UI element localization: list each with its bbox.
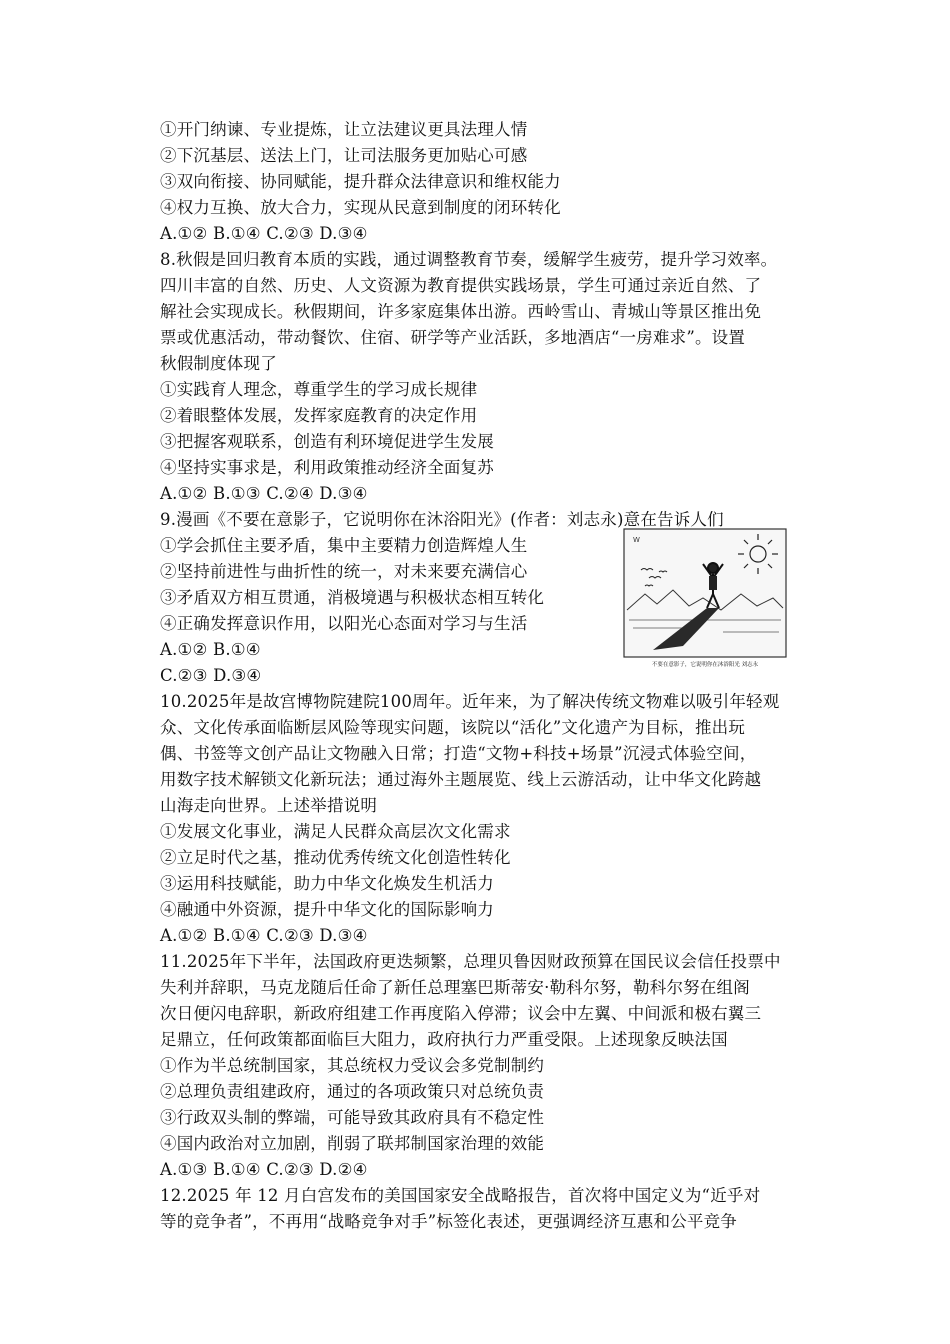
text-line: 众、文化传承面临断层风险等现实问题，该院以“活化”文化遗产为目标，推出玩	[160, 718, 746, 737]
text-line: ④正确发挥意识作用，以阳光心态面对学习与生活	[160, 614, 528, 633]
text-line: ③行政双头制的弊端，可能导致其政府具有不稳定性	[160, 1108, 545, 1127]
text-line: 失利并辞职，马克龙随后任命了新任总理塞巴斯蒂安·勒科尔努，勒科尔努在组阁	[160, 978, 750, 997]
cartoon-caption: 不要在意影子，它说明你在沐浴阳光 刘志永	[651, 662, 759, 668]
text-line: ②总理负责组建政府，通过的各项政策只对总统负责	[160, 1082, 545, 1101]
text-line: 山海走向世界。上述举措说明	[160, 796, 378, 815]
text-line: 足鼎立，任何政策都面临巨大阻力，政府执行力严重受限。上述现象反映法国	[160, 1030, 728, 1049]
text-line: 用数字技术解锁文化新玩法；通过海外主题展览、线上云游活动，让中华文化跨越	[160, 770, 762, 789]
text-line: ①实践育人理念，尊重学生的学习成长规律	[160, 380, 478, 399]
text-line: ①学会抓住主要矛盾，集中主要精力创造辉煌人生	[160, 536, 528, 555]
text-line: A.①② B.①④ C.②③ D.③④	[160, 926, 368, 945]
text-line: ③矛盾双方相互贯通，消极境遇与积极状态相互转化	[160, 588, 545, 607]
text-line: 9.漫画《不要在意影子，它说明你在沐浴阳光》(作者：刘志永)意在告诉人们	[160, 510, 724, 529]
text-line: ②着眼整体发展，发挥家庭教育的决定作用	[160, 406, 478, 425]
text-line: ④国内政治对立加剧，削弱了联邦制国家治理的效能	[160, 1134, 545, 1153]
text-line: ③把握客观联系，创造有利环境促进学生发展	[160, 432, 494, 451]
text-line: 偶、书签等文创产品让文物融入日常；打造“文物+科技+场景”沉浸式体验空间，	[160, 744, 757, 763]
text-line: 12.2025 年 12 月白宫发布的美国国家安全战略报告，首次将中国定义为“近乎对	[160, 1186, 761, 1205]
text-line: A.①② B.①④	[160, 640, 261, 659]
text-line: 10.2025年是故宫博物院建院100周年。近年来，为了解决传统文物难以吸引年轻观	[160, 692, 780, 711]
text-line: A.①② B.①④ C.②③ D.③④	[160, 224, 368, 243]
text-line: 等的竞争者”，不再用“战略竞争对手”标签化表述，更强调经济互惠和公平竞争	[160, 1212, 738, 1231]
text-line: ①发展文化事业，满足人民群众高层次文化需求	[160, 822, 511, 841]
text-line: 四川丰富的自然、历史、人文资源为教育提供实践场景，学生可通过亲近自然、了	[160, 276, 762, 295]
text-line: ②坚持前进性与曲折性的统一，对未来要充满信心	[160, 562, 528, 581]
text-line: ④融通中外资源，提升中华文化的国际影响力	[160, 900, 494, 919]
text-line: A.①③ B.①④ C.②③ D.②④	[160, 1160, 368, 1179]
text-line: 11.2025年下半年，法国政府更迭频繁，总理贝鲁因财政预算在国民议会信任投票中	[160, 952, 781, 971]
text-line: 票或优惠活动，带动餐饮、住宿、研学等产业活跃，多地酒店“一房难求”。设置	[160, 328, 746, 347]
text-line: 8.秋假是回归教育本质的实践，通过调整教育节奏，缓解学生疲劳，提升学习效率。	[160, 250, 778, 269]
text-line: 秋假制度体现了	[160, 354, 277, 373]
text-line: ④权力互换、放大合力，实现从民意到制度的闭环转化	[160, 198, 561, 217]
text-line: 解社会实现成长。秋假期间，许多家庭集体出游。西岭雪山、青城山等景区推出免	[160, 302, 762, 321]
text-line: ①开门纳谏、专业提炼，让立法建议更具法理人情	[160, 120, 528, 139]
text-line: ②立足时代之基，推动优秀传统文化创造性转化	[160, 848, 511, 867]
text-line: ②下沉基层、送法上门，让司法服务更加贴心可感	[160, 146, 528, 165]
text-line: ③双向衔接、协同赋能，提升群众法律意识和维权能力	[160, 172, 561, 191]
text-line: C.②③ D.③④	[160, 666, 262, 685]
text-line: ③运用科技赋能，助力中华文化焕发生机活力	[160, 874, 494, 893]
text-line: 次日便闪电辞职，新政府组建工作再度陷入停滞；议会中左翼、中间派和极右翼三	[160, 1004, 762, 1023]
text-line: A.①② B.①③ C.②④ D.③④	[160, 484, 368, 503]
cartoon-image	[623, 528, 787, 670]
text-line: ①作为半总统制国家，其总统权力受议会多党制制约	[160, 1056, 545, 1075]
cartoon-frame	[624, 529, 786, 657]
cartoon-corner-mark: W	[633, 536, 640, 544]
text-line: ④坚持实事求是，利用政策推动经济全面复苏	[160, 458, 494, 477]
